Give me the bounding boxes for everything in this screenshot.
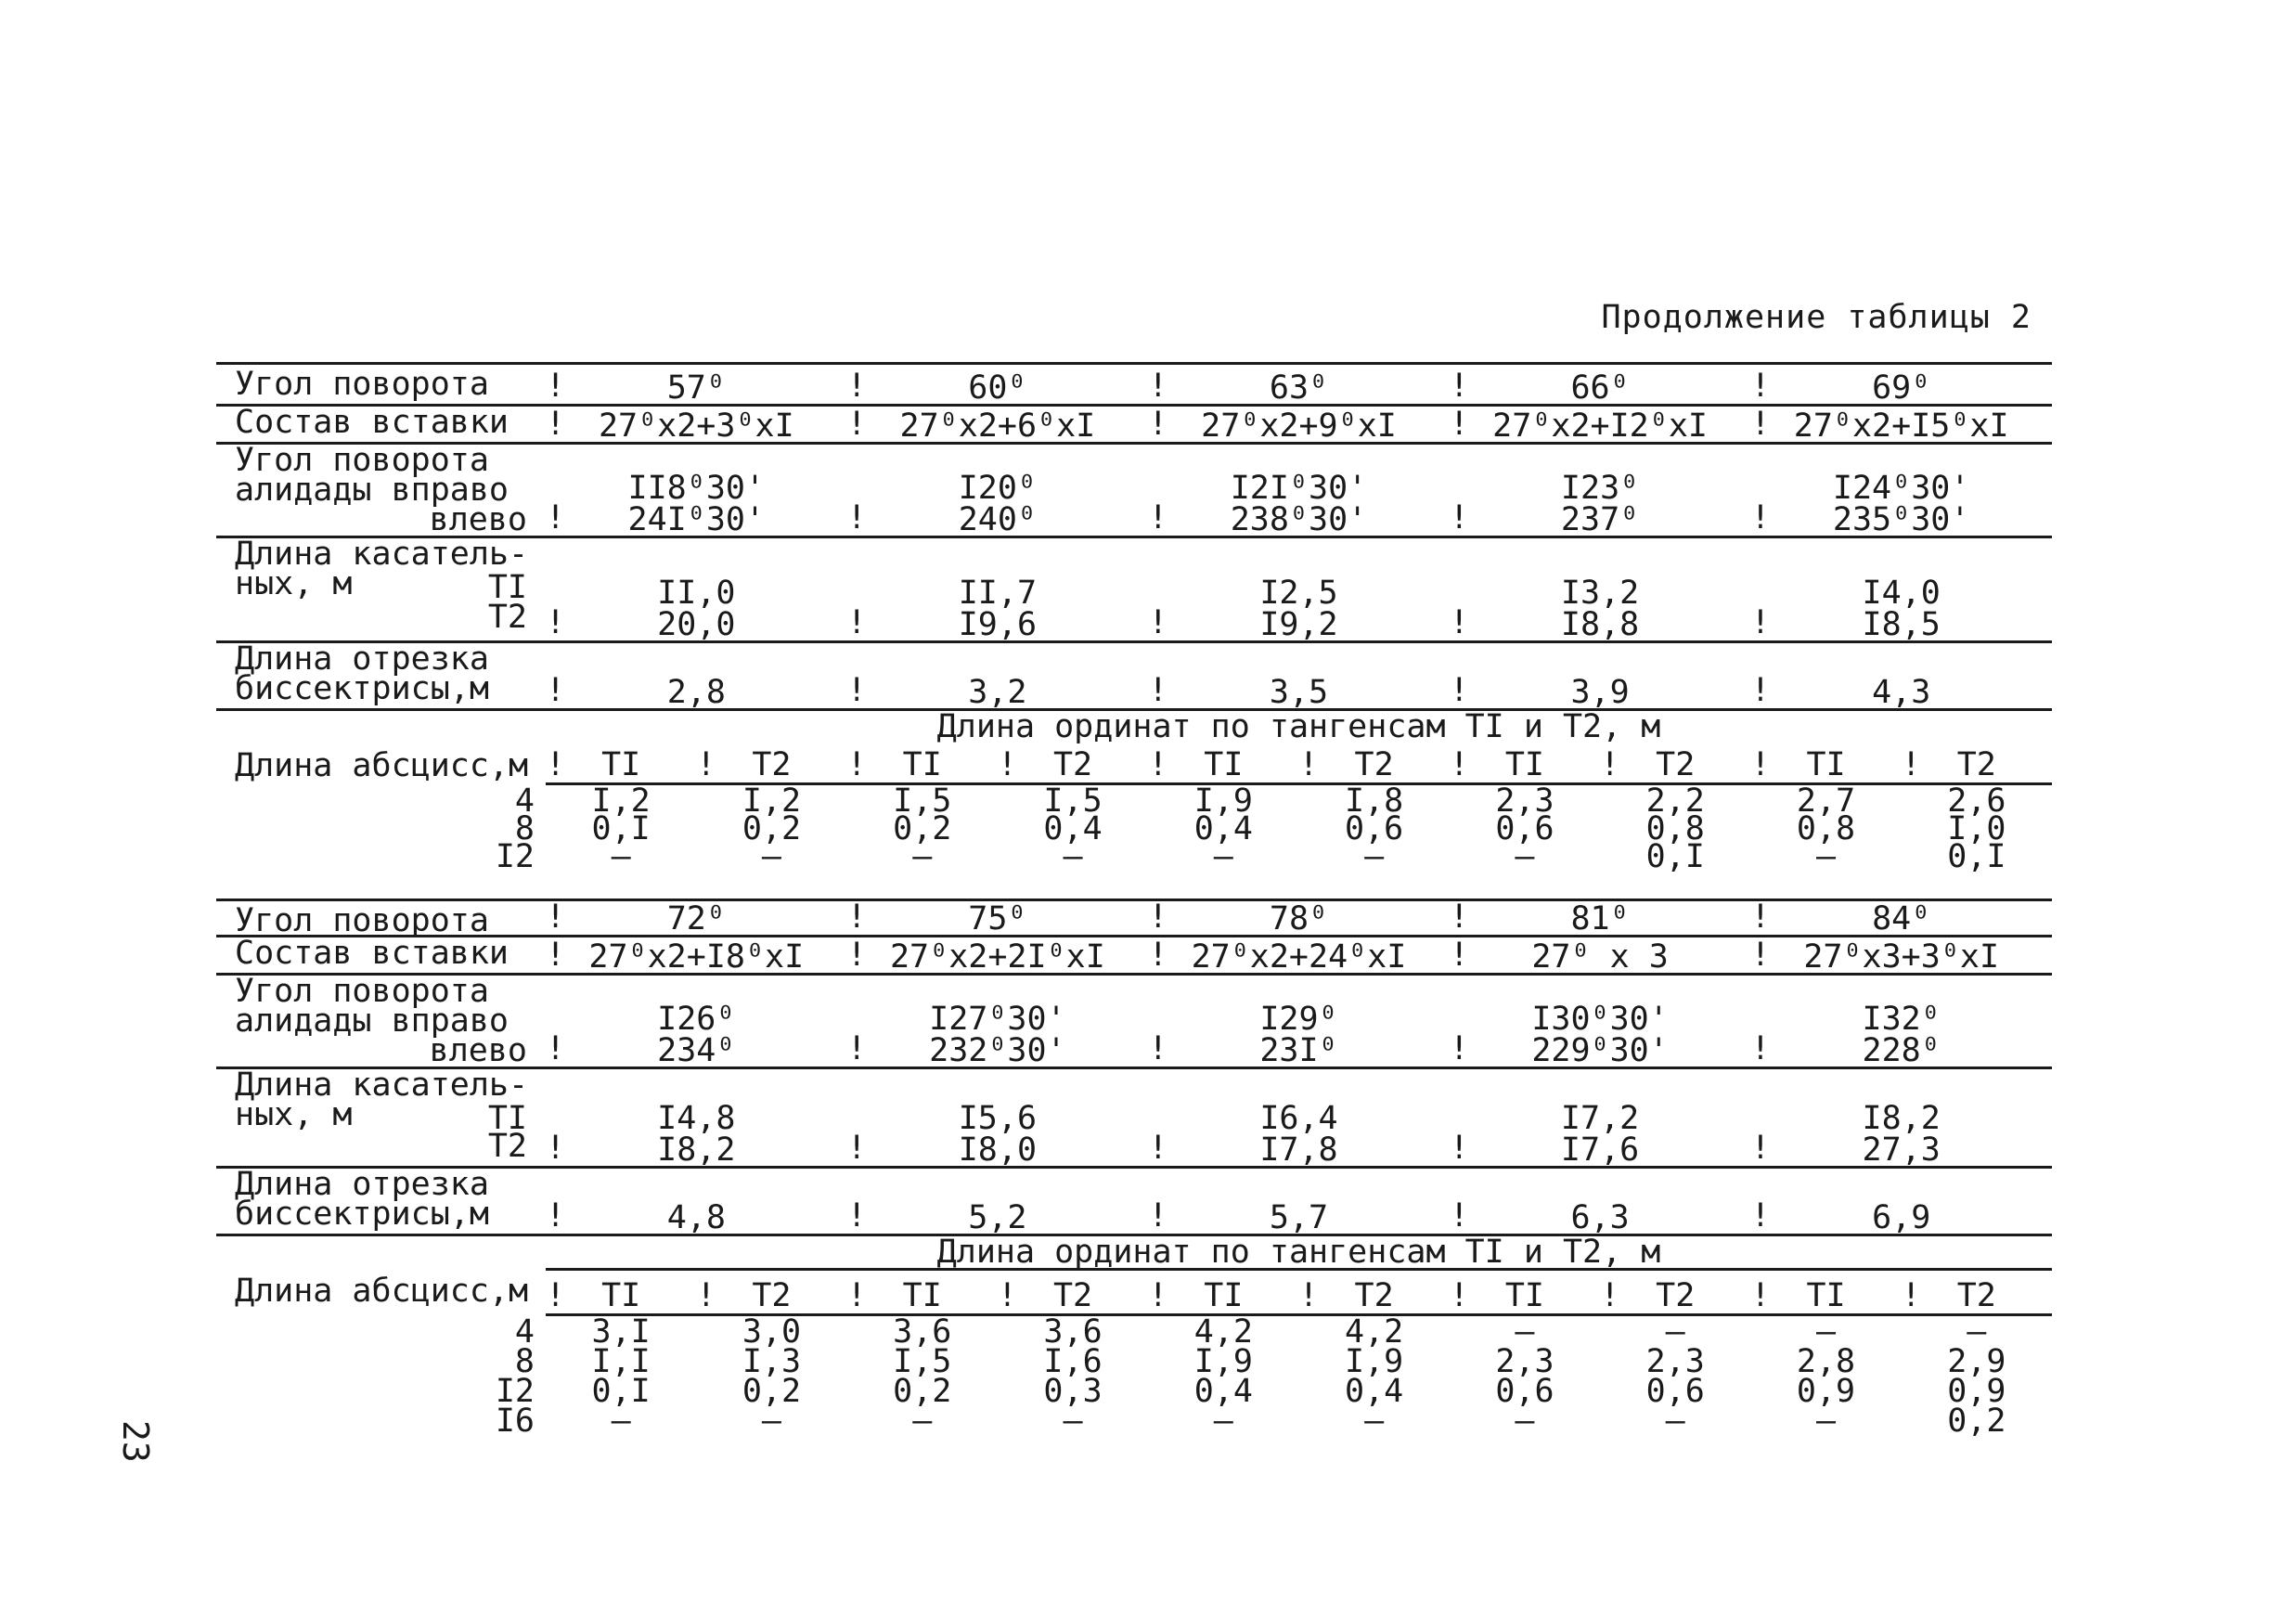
angle-cell: ! 72⁰ (546, 901, 847, 935)
bisector-cell: ! 2,8 (546, 643, 847, 708)
bisector-cell: ! 3,2 (847, 643, 1149, 708)
t-header-cell: ! TI ! T2 (1450, 743, 1751, 782)
alidade-row (216, 973, 2052, 1067)
alidade-cell: ! I23⁰ 237⁰ (1450, 445, 1751, 536)
composition-label: Состав вставки (235, 935, 510, 972)
t-header-cell: ! TI ! T2 (546, 1271, 847, 1313)
angle-row (216, 362, 2052, 407)
alidade-cell: ! I24⁰30' 235⁰30' (1750, 445, 2052, 536)
ordinates-title-row (216, 708, 2052, 743)
tangent-cell: ! II,7 I9,6 (847, 538, 1149, 640)
tangent-row (216, 1067, 2052, 1169)
t-header-cell: ! TI ! T2 (1148, 1271, 1450, 1313)
bisector-row (216, 1166, 2052, 1234)
t-header-cell: ! TI ! T2 (847, 743, 1149, 782)
bisector-row (216, 640, 2052, 711)
t-header-cell: ! TI ! T2 (1148, 743, 1450, 782)
angle-cell: ! 84⁰ (1750, 901, 2052, 935)
bisector-cell: ! 3,5 (1148, 643, 1450, 708)
angle-cell: ! 57⁰ (546, 365, 847, 404)
bisector-label: Длина отрезка биссектрисы,м (235, 640, 489, 707)
bisector-cell: ! 4,3 (1750, 643, 2052, 708)
t-header-cell: ! TI ! T2 (1750, 743, 2052, 782)
composition-cell: ! 27⁰x2+2I⁰xI (847, 937, 1149, 973)
angle-cell: ! 81⁰ (1450, 901, 1751, 935)
ordinates-data (216, 1313, 2052, 1440)
table-block-1 (216, 362, 2052, 875)
angle-cell: ! 63⁰ (1148, 365, 1450, 404)
t-header-cell: ! TI ! T2 (546, 743, 847, 782)
tangent-cell: ! I3,2 I8,8 (1450, 538, 1751, 640)
ordinates-cell: – 2,8 0,9 – – 2,9 0,9 0,2 (1796, 1313, 2006, 1440)
composition-cell: ! 27⁰x3+3⁰xI (1750, 937, 2052, 973)
tangent-label: Длина касатель- ных, м TI T2 (235, 1067, 529, 1165)
alidade-label: Угол поворота алидады вправо влево (235, 973, 527, 1069)
abscissa-header-row (216, 1268, 2052, 1316)
ordinates-title: Длина ординат по тангенсам TI и T2, м (936, 1234, 1661, 1271)
angle-label: Угол поворота (235, 902, 489, 939)
composition-cell: ! 27⁰x2+24⁰xI (1148, 937, 1450, 973)
ordinates-data (216, 782, 2052, 875)
angle-cell: ! 75⁰ (847, 901, 1149, 935)
bisector-cell: ! 5,7 (1148, 1169, 1450, 1234)
page-number: 23 (115, 1420, 156, 1463)
ordinates-cell: 2,3 0,6 – 2,2 0,8 0,I (1495, 782, 1705, 875)
composition-row (216, 935, 2052, 976)
alidade-cell: ! I29⁰ 23I⁰ (1148, 976, 1450, 1067)
angle-cell: ! 78⁰ (1148, 901, 1450, 935)
ordinates-cell: 4,2 I,9 0,4 – 4,2 I,9 0,4 – (1193, 1313, 1404, 1440)
ordinates-cell: I,9 0,4 – I,8 0,6 – (1193, 782, 1404, 875)
tangent-cell: ! I4,8 I8,2 (546, 1069, 847, 1166)
angle-label: Угол поворота (235, 366, 489, 403)
ordinates-cell: I,2 0,I – I,2 0,2 – (591, 782, 802, 875)
composition-cell: ! 27⁰x2+I5⁰xI (1750, 407, 2052, 442)
abscissa-values: 4 8 I2 (495, 782, 535, 875)
tangent-cell: ! I6,4 I7,8 (1148, 1069, 1450, 1166)
composition-label: Состав вставки (235, 404, 510, 441)
abscissa-values: 4 8 I2 I6 (495, 1313, 535, 1440)
bisector-cell: ! 6,3 (1450, 1169, 1751, 1234)
tangent-cell: ! I7,2 I7,6 (1450, 1069, 1751, 1166)
tangent-cell: ! II,0 20,0 (546, 538, 847, 640)
alidade-cell: ! I26⁰ 234⁰ (546, 976, 847, 1067)
bisector-label: Длина отрезка биссектрисы,м (235, 1166, 489, 1233)
angle-cell: ! 66⁰ (1450, 365, 1751, 404)
table-block-2 (216, 898, 2052, 1440)
ordinates-cell: 3,I I,I 0,I – 3,0 I,3 0,2 – (591, 1313, 802, 1440)
composition-cell: ! 27⁰x2+3⁰xI (546, 407, 847, 442)
ordinates-title-row (216, 1234, 2052, 1271)
bisector-cell: ! 6,9 (1750, 1169, 2052, 1234)
alidade-cell: ! I32⁰ 228⁰ (1750, 976, 2052, 1067)
alidade-cell: ! I20⁰ 240⁰ (847, 445, 1149, 536)
tangent-cell: ! I8,2 27,3 (1750, 1069, 2052, 1166)
tangent-cell: ! I5,6 I8,0 (847, 1069, 1149, 1166)
abscissa-label: Длина абсцисс,м (235, 747, 529, 784)
t-header-cell: ! TI ! T2 (847, 1271, 1149, 1313)
tangent-cell: ! I2,5 I9,2 (1148, 538, 1450, 640)
ordinates-cell: – 2,3 0,6 – – 2,3 0,6 – (1495, 1313, 1705, 1440)
t-header-cell: ! TI ! T2 (1750, 1271, 2052, 1313)
alidade-row (216, 442, 2052, 536)
composition-cell: ! 27⁰x2+6⁰xI (847, 407, 1149, 442)
composition-cell: ! 27⁰x2+I2⁰xI (1450, 407, 1751, 442)
alidade-label: Угол поворота алидады вправо влево (235, 442, 527, 538)
composition-row (216, 404, 2052, 445)
abscissa-header-row (216, 743, 2052, 785)
angle-cell: ! 69⁰ (1750, 365, 2052, 404)
table-caption: Продолжение таблицы 2 (1601, 299, 2032, 336)
abscissa-label: Длина абсцисс,м (235, 1273, 529, 1310)
bisector-cell: ! 4,8 (546, 1169, 847, 1234)
composition-cell: ! 27⁰x2+I8⁰xI (546, 937, 847, 973)
angle-cell: ! 60⁰ (847, 365, 1149, 404)
bisector-cell: ! 5,2 (847, 1169, 1149, 1234)
alidade-cell: ! I2I⁰30' 238⁰30' (1148, 445, 1450, 536)
tangent-label: Длина касатель- ных, м TI T2 (235, 536, 529, 636)
alidade-cell: ! I30⁰30' 229⁰30' (1450, 976, 1751, 1067)
tangent-row (216, 536, 2052, 643)
composition-cell: ! 27⁰ x 3 (1450, 937, 1751, 973)
alidade-cell: ! I27⁰30' 232⁰30' (847, 976, 1149, 1067)
ordinates-cell: I,5 0,2 – I,5 0,4 – (893, 782, 1103, 875)
tangent-cell: ! I4,0 I8,5 (1750, 538, 2052, 640)
angle-row (216, 898, 2052, 939)
ordinates-title: Длина ординат по тангенсам TI и T2, м (936, 708, 1661, 745)
ordinates-cell: 3,6 I,5 0,2 – 3,6 I,6 0,3 – (893, 1313, 1103, 1440)
alidade-cell: ! II8⁰30' 24I⁰30' (546, 445, 847, 536)
composition-cell: ! 27⁰x2+9⁰xI (1148, 407, 1450, 442)
ordinates-cell: 2,7 0,8 – 2,6 I,0 0,I (1796, 782, 2006, 875)
t-header-cell: ! TI ! T2 (1450, 1271, 1751, 1313)
bisector-cell: ! 3,9 (1450, 643, 1751, 708)
